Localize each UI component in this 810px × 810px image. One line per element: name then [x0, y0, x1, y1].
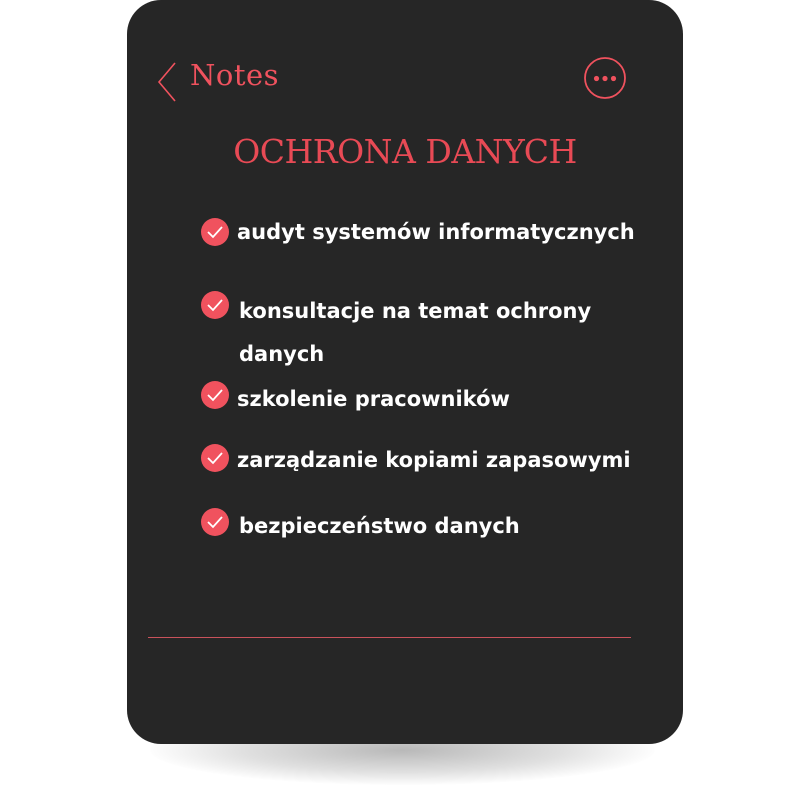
check-circle-icon [201, 218, 229, 246]
chevron-left-icon [156, 60, 180, 104]
list-item-text: szkolenie pracowników [237, 387, 510, 411]
divider [148, 637, 631, 638]
list-item-text: zarządzanie kopiami zapasowymi [237, 448, 631, 472]
back-button[interactable] [156, 60, 180, 104]
header-title: Notes [190, 58, 280, 92]
check-circle-icon [201, 444, 229, 472]
note-heading: OCHRONA DANYCH [233, 132, 577, 171]
check-circle-icon [201, 508, 229, 536]
list-item-text: audyt systemów informatycznych [237, 220, 635, 244]
more-options-button[interactable] [583, 56, 627, 100]
check-circle-icon [201, 381, 229, 409]
ellipsis-icon [583, 56, 627, 100]
list-item-text: bezpieczeństwo danych [239, 514, 520, 538]
list-item-text: konsultacje na temat ochrony [239, 299, 592, 323]
list-item-text-continued: danych [239, 342, 325, 366]
check-circle-icon [201, 291, 229, 319]
note-card [127, 0, 683, 744]
